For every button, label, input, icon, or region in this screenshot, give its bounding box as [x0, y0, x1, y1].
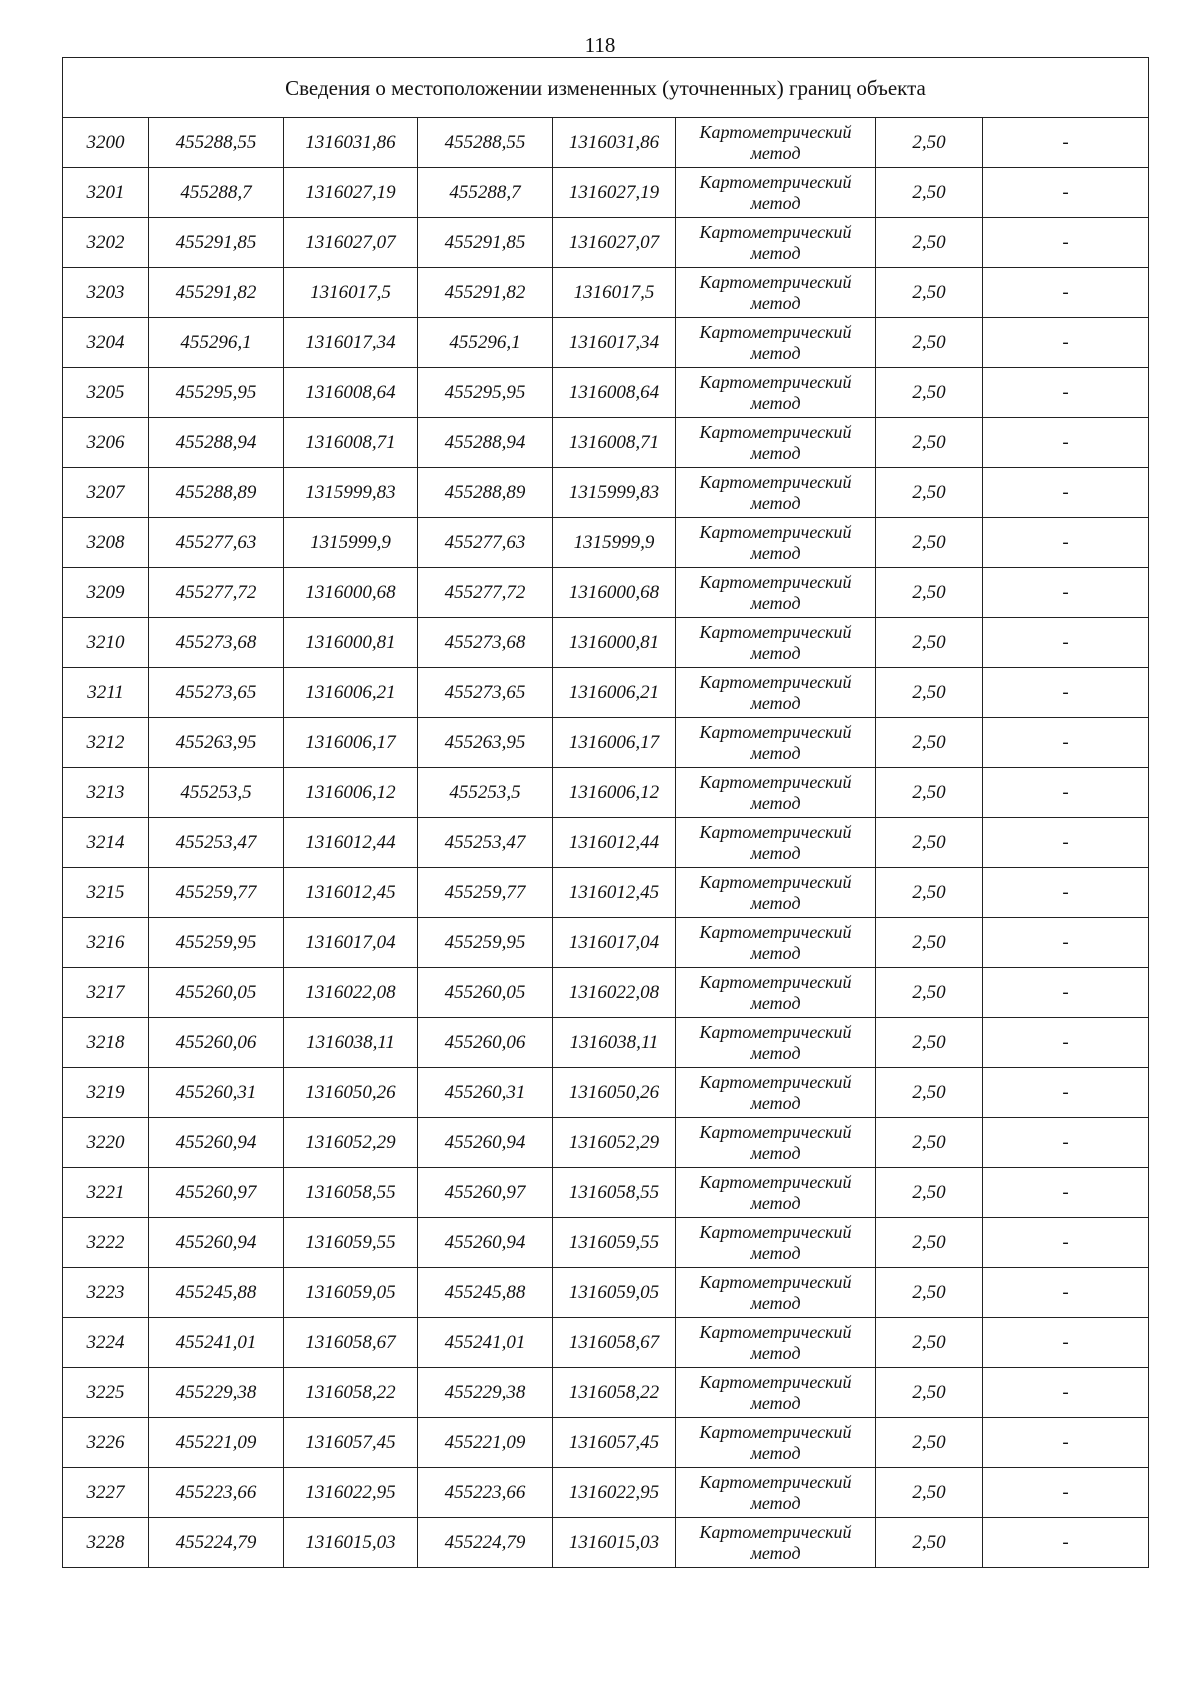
- method-cell: Картометрический метод: [676, 118, 876, 168]
- table-row: [63, 918, 1149, 968]
- x-existing-cell: 455245,88: [149, 1268, 284, 1318]
- description-cell: -: [983, 868, 1149, 918]
- point-number-cell: 3205: [63, 368, 149, 418]
- accuracy-cell: 2,50: [876, 1368, 983, 1418]
- point-number-cell: 3217: [63, 968, 149, 1018]
- table-row: [63, 218, 1149, 268]
- accuracy-cell: 2,50: [876, 218, 983, 268]
- method-cell: Картометрический метод: [676, 718, 876, 768]
- x-existing-cell: 455273,65: [149, 668, 284, 718]
- method-cell: Картометрический метод: [676, 918, 876, 968]
- description-cell: -: [983, 1068, 1149, 1118]
- table-row: [63, 1318, 1149, 1368]
- table-row: [63, 1518, 1149, 1568]
- method-cell: Картометрический метод: [676, 968, 876, 1018]
- method-cell: Картометрический метод: [676, 768, 876, 818]
- accuracy-cell: 2,50: [876, 568, 983, 618]
- y-refined-cell: 1316015,03: [553, 1518, 676, 1568]
- y-existing-cell: 1316058,55: [284, 1168, 418, 1218]
- x-refined-cell: 455253,5: [418, 768, 553, 818]
- method-cell: Картометрический метод: [676, 618, 876, 668]
- table-row: [63, 1068, 1149, 1118]
- method-cell: Картометрический метод: [676, 818, 876, 868]
- point-number-cell: 3211: [63, 668, 149, 718]
- table-row: [63, 518, 1149, 568]
- accuracy-cell: 2,50: [876, 1068, 983, 1118]
- method-cell: Картометрический метод: [676, 1168, 876, 1218]
- x-existing-cell: 455296,1: [149, 318, 284, 368]
- y-refined-cell: 1316031,86: [553, 118, 676, 168]
- method-cell: Картометрический метод: [676, 1518, 876, 1568]
- accuracy-cell: 2,50: [876, 518, 983, 568]
- description-cell: -: [983, 218, 1149, 268]
- y-existing-cell: 1316008,64: [284, 368, 418, 418]
- point-number-cell: 3215: [63, 868, 149, 918]
- y-refined-cell: 1316059,05: [553, 1268, 676, 1318]
- x-existing-cell: 455260,97: [149, 1168, 284, 1218]
- x-refined-cell: 455229,38: [418, 1368, 553, 1418]
- table-row: [63, 318, 1149, 368]
- y-existing-cell: 1316059,55: [284, 1218, 418, 1268]
- y-existing-cell: 1316027,07: [284, 218, 418, 268]
- point-number-cell: 3223: [63, 1268, 149, 1318]
- x-existing-cell: 455229,38: [149, 1368, 284, 1418]
- point-number-cell: 3220: [63, 1118, 149, 1168]
- point-number-cell: 3200: [63, 118, 149, 168]
- table-row: [63, 118, 1149, 168]
- y-existing-cell: 1316027,19: [284, 168, 418, 218]
- y-refined-cell: 1316058,22: [553, 1368, 676, 1418]
- accuracy-cell: 2,50: [876, 318, 983, 368]
- table-row: [63, 818, 1149, 868]
- table-row: [63, 568, 1149, 618]
- y-refined-cell: 1316050,26: [553, 1068, 676, 1118]
- description-cell: -: [983, 1018, 1149, 1068]
- y-existing-cell: 1316059,05: [284, 1268, 418, 1318]
- x-existing-cell: 455260,94: [149, 1118, 284, 1168]
- table-row: [63, 1118, 1149, 1168]
- boundary-coordinates-table: [62, 57, 1149, 1568]
- y-refined-cell: 1316022,95: [553, 1468, 676, 1518]
- accuracy-cell: 2,50: [876, 1018, 983, 1068]
- description-cell: -: [983, 268, 1149, 318]
- table-row: [63, 618, 1149, 668]
- method-cell: Картометрический метод: [676, 1018, 876, 1068]
- y-refined-cell: 1316057,45: [553, 1418, 676, 1468]
- description-cell: -: [983, 1168, 1149, 1218]
- y-existing-cell: 1315999,83: [284, 468, 418, 518]
- x-refined-cell: 455223,66: [418, 1468, 553, 1518]
- y-refined-cell: 1316006,17: [553, 718, 676, 768]
- method-cell: Картометрический метод: [676, 518, 876, 568]
- x-existing-cell: 455260,05: [149, 968, 284, 1018]
- x-refined-cell: 455260,05: [418, 968, 553, 1018]
- point-number-cell: 3212: [63, 718, 149, 768]
- point-number-cell: 3207: [63, 468, 149, 518]
- accuracy-cell: 2,50: [876, 1418, 983, 1468]
- y-existing-cell: 1316052,29: [284, 1118, 418, 1168]
- x-refined-cell: 455259,77: [418, 868, 553, 918]
- x-existing-cell: 455221,09: [149, 1418, 284, 1468]
- description-cell: -: [983, 118, 1149, 168]
- method-cell: Картометрический метод: [676, 418, 876, 468]
- method-cell: Картометрический метод: [676, 1318, 876, 1368]
- table-row: [63, 418, 1149, 468]
- accuracy-cell: 2,50: [876, 818, 983, 868]
- method-cell: Картометрический метод: [676, 168, 876, 218]
- method-cell: Картометрический метод: [676, 468, 876, 518]
- y-refined-cell: 1316059,55: [553, 1218, 676, 1268]
- accuracy-cell: 2,50: [876, 1318, 983, 1368]
- y-existing-cell: 1316017,34: [284, 318, 418, 368]
- x-refined-cell: 455273,68: [418, 618, 553, 668]
- description-cell: -: [983, 568, 1149, 618]
- point-number-cell: 3228: [63, 1518, 149, 1568]
- x-existing-cell: 455288,94: [149, 418, 284, 468]
- y-existing-cell: 1316000,68: [284, 568, 418, 618]
- x-refined-cell: 455241,01: [418, 1318, 553, 1368]
- x-existing-cell: 455241,01: [149, 1318, 284, 1368]
- y-existing-cell: 1316015,03: [284, 1518, 418, 1568]
- method-cell: Картометрический метод: [676, 1368, 876, 1418]
- x-existing-cell: 455291,82: [149, 268, 284, 318]
- point-number-cell: 3208: [63, 518, 149, 568]
- y-existing-cell: 1316031,86: [284, 118, 418, 168]
- description-cell: -: [983, 318, 1149, 368]
- x-refined-cell: 455260,97: [418, 1168, 553, 1218]
- table-row: [63, 1468, 1149, 1518]
- table-row: [63, 468, 1149, 518]
- x-refined-cell: 455288,89: [418, 468, 553, 518]
- point-number-cell: 3210: [63, 618, 149, 668]
- y-existing-cell: 1316000,81: [284, 618, 418, 668]
- accuracy-cell: 2,50: [876, 918, 983, 968]
- point-number-cell: 3218: [63, 1018, 149, 1068]
- y-existing-cell: 1316017,5: [284, 268, 418, 318]
- y-refined-cell: 1316022,08: [553, 968, 676, 1018]
- point-number-cell: 3201: [63, 168, 149, 218]
- point-number-cell: 3206: [63, 418, 149, 468]
- accuracy-cell: 2,50: [876, 1268, 983, 1318]
- accuracy-cell: 2,50: [876, 1518, 983, 1568]
- description-cell: -: [983, 1218, 1149, 1268]
- accuracy-cell: 2,50: [876, 1118, 983, 1168]
- y-existing-cell: 1316006,17: [284, 718, 418, 768]
- accuracy-cell: 2,50: [876, 618, 983, 668]
- y-refined-cell: 1316027,07: [553, 218, 676, 268]
- accuracy-cell: 2,50: [876, 668, 983, 718]
- table-row: [63, 1368, 1149, 1418]
- y-existing-cell: 1316017,04: [284, 918, 418, 968]
- x-refined-cell: 455260,31: [418, 1068, 553, 1118]
- accuracy-cell: 2,50: [876, 468, 983, 518]
- method-cell: Картометрический метод: [676, 668, 876, 718]
- table-row: [63, 368, 1149, 418]
- x-refined-cell: 455288,55: [418, 118, 553, 168]
- description-cell: -: [983, 768, 1149, 818]
- point-number-cell: 3202: [63, 218, 149, 268]
- y-existing-cell: 1315999,9: [284, 518, 418, 568]
- x-refined-cell: 455288,94: [418, 418, 553, 468]
- point-number-cell: 3209: [63, 568, 149, 618]
- x-existing-cell: 455295,95: [149, 368, 284, 418]
- y-refined-cell: 1316017,34: [553, 318, 676, 368]
- x-existing-cell: 455224,79: [149, 1518, 284, 1568]
- description-cell: -: [983, 1118, 1149, 1168]
- table-title: Сведения о местоположении измененных (уточненных) границ объекта: [63, 58, 1149, 118]
- table-row: [63, 668, 1149, 718]
- y-existing-cell: 1316006,21: [284, 668, 418, 718]
- method-cell: Картометрический метод: [676, 1268, 876, 1318]
- x-refined-cell: 455260,06: [418, 1018, 553, 1068]
- description-cell: -: [983, 1418, 1149, 1468]
- y-refined-cell: 1316008,71: [553, 418, 676, 468]
- accuracy-cell: 2,50: [876, 368, 983, 418]
- description-cell: -: [983, 368, 1149, 418]
- y-existing-cell: 1316058,22: [284, 1368, 418, 1418]
- x-existing-cell: 455260,94: [149, 1218, 284, 1268]
- table-row: [63, 1218, 1149, 1268]
- table-row: [63, 1018, 1149, 1068]
- x-refined-cell: 455277,72: [418, 568, 553, 618]
- point-number-cell: 3225: [63, 1368, 149, 1418]
- y-existing-cell: 1316006,12: [284, 768, 418, 818]
- table-row: [63, 768, 1149, 818]
- point-number-cell: 3219: [63, 1068, 149, 1118]
- x-existing-cell: 455288,89: [149, 468, 284, 518]
- x-refined-cell: 455288,7: [418, 168, 553, 218]
- method-cell: Картометрический метод: [676, 868, 876, 918]
- description-cell: -: [983, 1468, 1149, 1518]
- table-row: [63, 1418, 1149, 1468]
- x-refined-cell: 455291,85: [418, 218, 553, 268]
- x-existing-cell: 455288,55: [149, 118, 284, 168]
- description-cell: -: [983, 1518, 1149, 1568]
- x-refined-cell: 455245,88: [418, 1268, 553, 1318]
- y-refined-cell: 1316017,04: [553, 918, 676, 968]
- y-refined-cell: 1316008,64: [553, 368, 676, 418]
- x-refined-cell: 455277,63: [418, 518, 553, 568]
- x-existing-cell: 455277,72: [149, 568, 284, 618]
- description-cell: -: [983, 918, 1149, 968]
- accuracy-cell: 2,50: [876, 418, 983, 468]
- x-refined-cell: 455260,94: [418, 1218, 553, 1268]
- table-row: [63, 1168, 1149, 1218]
- accuracy-cell: 2,50: [876, 168, 983, 218]
- point-number-cell: 3221: [63, 1168, 149, 1218]
- table-row: [63, 168, 1149, 218]
- y-refined-cell: 1316027,19: [553, 168, 676, 218]
- x-existing-cell: 455260,31: [149, 1068, 284, 1118]
- table-row: [63, 968, 1149, 1018]
- method-cell: Картометрический метод: [676, 1118, 876, 1168]
- x-existing-cell: 455291,85: [149, 218, 284, 268]
- y-existing-cell: 1316057,45: [284, 1418, 418, 1468]
- accuracy-cell: 2,50: [876, 768, 983, 818]
- point-number-cell: 3204: [63, 318, 149, 368]
- y-refined-cell: 1316017,5: [553, 268, 676, 318]
- table-row: [63, 268, 1149, 318]
- x-existing-cell: 455223,66: [149, 1468, 284, 1518]
- x-refined-cell: 455221,09: [418, 1418, 553, 1468]
- accuracy-cell: 2,50: [876, 1168, 983, 1218]
- y-existing-cell: 1316012,45: [284, 868, 418, 918]
- y-refined-cell: 1316012,45: [553, 868, 676, 918]
- description-cell: -: [983, 1318, 1149, 1368]
- description-cell: -: [983, 968, 1149, 1018]
- description-cell: -: [983, 168, 1149, 218]
- y-existing-cell: 1316012,44: [284, 818, 418, 868]
- accuracy-cell: 2,50: [876, 718, 983, 768]
- point-number-cell: 3214: [63, 818, 149, 868]
- description-cell: -: [983, 468, 1149, 518]
- y-existing-cell: 1316038,11: [284, 1018, 418, 1068]
- accuracy-cell: 2,50: [876, 268, 983, 318]
- y-existing-cell: 1316022,95: [284, 1468, 418, 1518]
- x-existing-cell: 455253,5: [149, 768, 284, 818]
- description-cell: -: [983, 818, 1149, 868]
- method-cell: Картометрический метод: [676, 1468, 876, 1518]
- y-refined-cell: 1316000,81: [553, 618, 676, 668]
- accuracy-cell: 2,50: [876, 118, 983, 168]
- point-number-cell: 3222: [63, 1218, 149, 1268]
- y-refined-cell: 1315999,9: [553, 518, 676, 568]
- accuracy-cell: 2,50: [876, 1218, 983, 1268]
- x-refined-cell: 455263,95: [418, 718, 553, 768]
- description-cell: -: [983, 1368, 1149, 1418]
- point-number-cell: 3216: [63, 918, 149, 968]
- y-existing-cell: 1316008,71: [284, 418, 418, 468]
- x-existing-cell: 455273,68: [149, 618, 284, 668]
- point-number-cell: 3226: [63, 1418, 149, 1468]
- y-refined-cell: 1316058,67: [553, 1318, 676, 1368]
- y-refined-cell: 1316058,55: [553, 1168, 676, 1218]
- x-existing-cell: 455260,06: [149, 1018, 284, 1068]
- accuracy-cell: 2,50: [876, 868, 983, 918]
- point-number-cell: 3213: [63, 768, 149, 818]
- y-existing-cell: 1316050,26: [284, 1068, 418, 1118]
- method-cell: Картометрический метод: [676, 218, 876, 268]
- y-refined-cell: 1316012,44: [553, 818, 676, 868]
- y-existing-cell: 1316022,08: [284, 968, 418, 1018]
- y-existing-cell: 1316058,67: [284, 1318, 418, 1368]
- x-refined-cell: 455259,95: [418, 918, 553, 968]
- y-refined-cell: 1316006,21: [553, 668, 676, 718]
- y-refined-cell: 1316000,68: [553, 568, 676, 618]
- description-cell: -: [983, 718, 1149, 768]
- description-cell: -: [983, 668, 1149, 718]
- x-refined-cell: 455260,94: [418, 1118, 553, 1168]
- method-cell: Картометрический метод: [676, 268, 876, 318]
- method-cell: Картометрический метод: [676, 1418, 876, 1468]
- point-number-cell: 3203: [63, 268, 149, 318]
- x-refined-cell: 455291,82: [418, 268, 553, 318]
- x-existing-cell: 455259,77: [149, 868, 284, 918]
- x-existing-cell: 455277,63: [149, 518, 284, 568]
- method-cell: Картометрический метод: [676, 368, 876, 418]
- description-cell: -: [983, 518, 1149, 568]
- table-body: [63, 58, 1149, 1568]
- x-existing-cell: 455253,47: [149, 818, 284, 868]
- table-row: [63, 1268, 1149, 1318]
- page-number: 118: [584, 33, 616, 57]
- x-existing-cell: 455263,95: [149, 718, 284, 768]
- x-refined-cell: 455253,47: [418, 818, 553, 868]
- accuracy-cell: 2,50: [876, 1468, 983, 1518]
- method-cell: Картометрический метод: [676, 318, 876, 368]
- y-refined-cell: 1315999,83: [553, 468, 676, 518]
- point-number-cell: 3224: [63, 1318, 149, 1368]
- method-cell: Картометрический метод: [676, 1068, 876, 1118]
- x-existing-cell: 455259,95: [149, 918, 284, 968]
- table-row: [63, 718, 1149, 768]
- accuracy-cell: 2,50: [876, 968, 983, 1018]
- x-refined-cell: 455296,1: [418, 318, 553, 368]
- point-number-cell: 3227: [63, 1468, 149, 1518]
- method-cell: Картометрический метод: [676, 568, 876, 618]
- method-cell: Картометрический метод: [676, 1218, 876, 1268]
- y-refined-cell: 1316006,12: [553, 768, 676, 818]
- x-refined-cell: 455224,79: [418, 1518, 553, 1568]
- x-existing-cell: 455288,7: [149, 168, 284, 218]
- x-refined-cell: 455273,65: [418, 668, 553, 718]
- x-refined-cell: 455295,95: [418, 368, 553, 418]
- y-refined-cell: 1316052,29: [553, 1118, 676, 1168]
- description-cell: -: [983, 1268, 1149, 1318]
- table-row: [63, 868, 1149, 918]
- table-title-row: [63, 58, 1149, 118]
- y-refined-cell: 1316038,11: [553, 1018, 676, 1068]
- description-cell: -: [983, 418, 1149, 468]
- description-cell: -: [983, 618, 1149, 668]
